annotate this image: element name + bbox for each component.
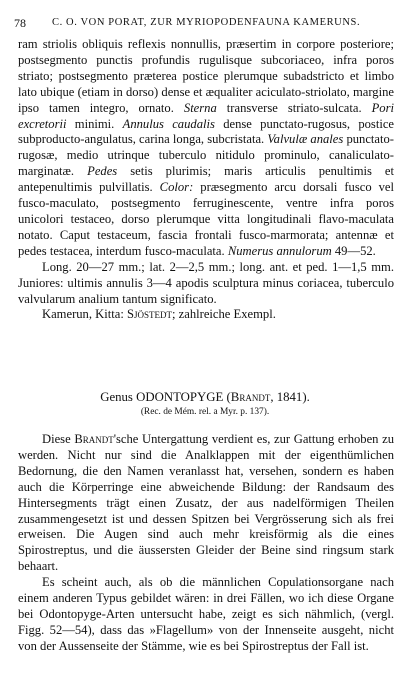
discussion-paragraph: Es scheint auch, als ob die männlichen Copulationsorgane nach einem anderen Typus gebildet wären: in drei Fällen, wo ich diese Organe bei Odontopyge-Arten untersucht habe, zeigt es sich nähmlich, (vergl. Figg. 52—54), dass das »Flagellum» von der Innenseite ausgeht, nicht von der Aussenseite der Stämme, wie es bei Spirostreptus der Fall ist. xyxy=(18,575,394,653)
description-paragraph: ram striolis obliquis reflexis nonnullis, præsertim in corpore posteriore; postsegmento punctis profundis rugulisque subcoriaceo, infra poros striato; postsegmento præterea postice plerumque subadstricto et limbo lato ubique (etiam in dorso) dense et æqualiter aciculato-striolato, margine ipso tamen integro, ornato. Sterna transverse striato-sulcata. Pori excretorii minimi. Annulus caudalis dense punctato-rugosus, postice subproducto-angulatus, carina longa, subcristata. Valvulæ anales punctato-rugosæ, medio utrinque tuberculo nitidulo prominulo, canaliculato-marginatæ. Pedes setis plurimis; maris articulis penultimis et antepenultimis pulvillatis. Color: præsegmento arcu dorsali fusco vel fusco-maculato, postsegmento ferruginescente, ventre infra poros unicolori testaceo, dorso plerumque vitta longitudinali flavo-maculata notato. Caput testaceum, fascia frontali fusco-marmorata; antennæ et pedes testacea, interdum fusco-maculata. Numerus annulorum 49—52. xyxy=(18,37,395,258)
genus-heading: Genus ODONTOPYGE (Brandt, 1841). xyxy=(100,390,310,404)
genus-discussion xyxy=(18,432,394,655)
discussion-paragraph: Diese Brandt'sche Untergattung verdient es, zur Gattung erhoben zu werden. Nicht nur sind die Analklappen mit der eigenthümlichen Bedornung, die den Namen veranlasst hat, versehen, sondern es haben auch die Körperringe eine abweichende Bildung: der Randsaum des Hintersegments trägt einen Zusatz, der aus nadelförmigen Theilen zusammengesetzt ist und dessen Spitzen bei Vergrösserung sich als frei erweisen. Die Augen sind auch mehr kreisförmig als die eines Spirostreptus, und die äussersten Gleider der Beine sind ringsum stark behaart. xyxy=(18,432,394,574)
page-header xyxy=(14,16,396,32)
genus-reference: (Rec. de Mém. rel. a Myr. p. 137). xyxy=(140,407,270,417)
species-description xyxy=(18,37,394,323)
measurements-paragraph: Long. 20—27 mm.; lat. 2—2,5 mm.; long. ant. et ped. 1—1,5 mm. Juniores: ultimis annulis 3—4 apodis sculptura minus coriacea, tuberculo valvularum analium tantum significato. xyxy=(18,259,394,306)
page-number: 78 xyxy=(14,16,26,30)
locality-paragraph: Kamerun, Kitta: Sjöstedt; zahlreiche Exempl. xyxy=(42,307,276,322)
running-title: C. O. VON PORAT, ZUR MYRIOPODENFAUNA KAMERUNS. xyxy=(52,17,361,28)
